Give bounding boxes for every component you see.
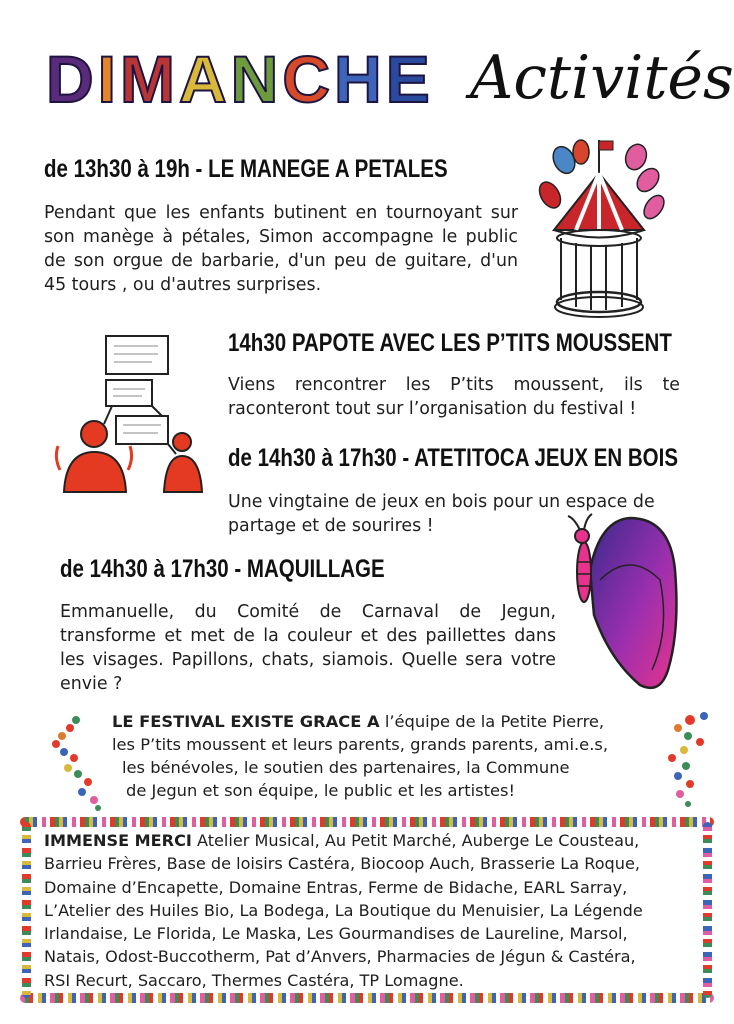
carousel-icon [536, 135, 666, 320]
festival-line [112, 710, 672, 733]
title-letter: H [334, 42, 386, 116]
jeux-heading: de 14h30 à 17h30 - ATETITOCA JEUX EN BOIS [228, 444, 679, 472]
festival-line: les P’tits moussent et leurs parents, grands parents, ami.e.s, [112, 735, 609, 754]
jeux-text: Une vingtaine de jeux en bois pour un espace de partage et de sourires ! [228, 492, 655, 536]
merci-line: RSI Recurt, Saccaro, Thermes Castéra, TP Lomagne. [44, 970, 464, 990]
papote-text: Viens rencontrer les P’tits moussent, ils te raconteront tout sur l’organisation du festival ! [228, 375, 680, 419]
manege-text: Pendant que les enfants butinent en tournoyant sur son manège à pétales, Simon accompagne le public de son orgue de barbarie, d'un peu de guitare, d'un 45 tours , ou d'autres surprises. [44, 203, 518, 295]
flower-garland-icon [48, 712, 104, 812]
title-letter: C [282, 42, 335, 116]
title-letter: E [385, 42, 434, 116]
festival-line: les bénévoles, le soutien des partenaires, la Commune [122, 758, 570, 777]
merci-line [44, 829, 704, 852]
speech-people-icon [48, 330, 208, 500]
right-garland-border [703, 822, 712, 998]
merci-line: Irlandaise, Le Florida, Le Maska, Les Gourmandises de Laureline, Marsol, [44, 924, 628, 944]
maquillage-heading: de 14h30 à 17h30 - MAQUILLAGE [60, 555, 385, 583]
festival-line: de Jegun et son équipe, le public et les artistes! [126, 781, 516, 800]
merci-line: Barrieu Frères, Base de loisirs Castéra, Biocoop Auch, Brasserie La Roque, [44, 854, 640, 874]
butterfly-icon [560, 510, 690, 700]
festival-lead: LE FESTIVAL EXISTE GRACE A [112, 712, 380, 731]
festival-credits [112, 710, 672, 802]
title-dimanche [46, 42, 434, 116]
merci-lead: IMMENSE MERCI [44, 831, 192, 850]
bottom-garland-border [20, 993, 714, 1003]
merci-line: Domaine d’Encapette, Domaine Entras, Ferme de Bidache, EARL Sarray, [44, 877, 628, 897]
merci-line: L’Atelier des Huiles Bio, La Bodega, La Boutique du Menuisier, La Légende [44, 900, 643, 920]
merci-line: Natais, Odost-Buccotherm, Pat d’Anvers, Pharmacies de Jégun & Castéra, [44, 947, 636, 967]
title-letter: N [230, 42, 283, 116]
top-garland-border [20, 817, 714, 827]
title-letter: I [97, 42, 121, 116]
merci-list [44, 829, 704, 992]
title-activites: Activités [470, 43, 734, 113]
title-letter: M [120, 42, 179, 116]
left-garland-border [22, 822, 31, 998]
title-letter: D [46, 42, 98, 116]
manege-heading: de 13h30 à 19h - LE MANEGE A PETALES [44, 155, 448, 183]
title-letter: A [179, 42, 231, 116]
papote-heading: 14h30 PAPOTE AVEC LES P’TITS MOUSSENT [228, 329, 672, 357]
merci-text: Atelier Musical, Au Petit Marché, Auberge Le Cousteau, [191, 831, 640, 850]
maquillage-text: Emmanuelle, du Comité de Carnaval de Jegun, transforme et met de la couleur et des paillettes dans les visages. Papillons, chats, siamois. Quelle sera votre envie ? [60, 602, 556, 694]
festival-text: l’équipe de la Petite Pierre, [379, 712, 605, 731]
